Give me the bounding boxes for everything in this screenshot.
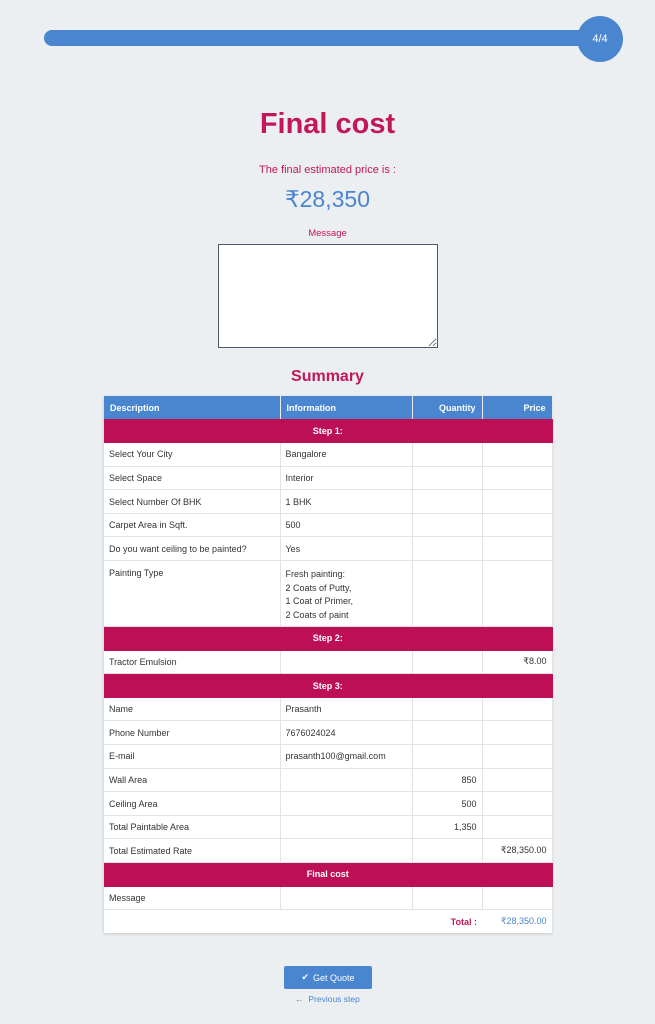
get-quote-label: Get Quote xyxy=(313,972,355,983)
cell-description: Carpet Area in Sqft. xyxy=(104,513,280,537)
cell-information xyxy=(280,561,412,627)
step-3-header xyxy=(104,674,552,698)
cell-information: 500 xyxy=(280,513,412,537)
message-label: Message xyxy=(308,228,347,239)
cell-price xyxy=(482,537,552,561)
cell-price xyxy=(482,721,552,745)
get-quote-button[interactable] xyxy=(284,966,372,989)
cell-quantity xyxy=(412,537,482,561)
summary-table xyxy=(104,396,552,933)
step-label: Step 2: xyxy=(104,627,552,651)
cell-quantity xyxy=(412,513,482,537)
step-2-header xyxy=(104,627,552,651)
cell-quantity xyxy=(412,466,482,490)
painting-line: 2 Coats of paint xyxy=(285,609,349,620)
previous-step-label: Previous step xyxy=(308,994,360,1004)
table-header-row xyxy=(104,396,552,419)
table-row xyxy=(104,721,552,745)
table-row xyxy=(104,443,552,467)
column-header-information: Information xyxy=(280,396,412,419)
cell-description: Name xyxy=(104,697,280,721)
cell-quantity xyxy=(412,839,482,863)
table-row xyxy=(104,839,552,863)
cell-description: E-mail xyxy=(104,745,280,769)
table-row xyxy=(104,490,552,514)
cell-description: Phone Number xyxy=(104,721,280,745)
cell-price xyxy=(482,697,552,721)
table-row xyxy=(104,466,552,490)
cell-price xyxy=(482,745,552,769)
cell-price xyxy=(482,513,552,537)
table-row xyxy=(104,745,552,769)
cell-quantity xyxy=(412,886,482,910)
total-value: ₹28,350.00 xyxy=(482,910,552,934)
table-row xyxy=(104,513,552,537)
cell-quantity: 500 xyxy=(412,792,482,816)
cell-quantity xyxy=(412,721,482,745)
table-row xyxy=(104,561,552,627)
step-label: Step 3: xyxy=(104,674,552,698)
cell-quantity xyxy=(412,443,482,467)
cell-description: Select Number Of BHK xyxy=(104,490,280,514)
cell-price: ₹8.00 xyxy=(482,650,552,674)
cell-description: Ceiling Area xyxy=(104,792,280,816)
cell-quantity xyxy=(412,490,482,514)
arrow-left-icon: ← xyxy=(295,994,304,1004)
previous-step-button[interactable] xyxy=(295,994,360,1004)
cell-price xyxy=(482,886,552,910)
cell-quantity xyxy=(412,650,482,674)
table-row xyxy=(104,815,552,839)
cell-description: Message xyxy=(104,886,280,910)
painting-line: 2 Coats of Putty, xyxy=(285,582,352,593)
table-row xyxy=(104,792,552,816)
cell-information xyxy=(280,650,412,674)
table-row xyxy=(104,537,552,561)
cell-information: 7676024024 xyxy=(280,721,412,745)
cell-price xyxy=(482,443,552,467)
final-price: ₹28,350 xyxy=(285,186,370,212)
column-header-price: Price xyxy=(482,396,552,419)
cell-price xyxy=(482,792,552,816)
cell-information: Yes xyxy=(280,537,412,561)
cell-information: Bangalore xyxy=(280,443,412,467)
table-row xyxy=(104,886,552,910)
cell-price xyxy=(482,815,552,839)
column-header-description: Description xyxy=(104,396,280,419)
price-caption: The final estimated price is : xyxy=(259,164,396,176)
summary-title: Summary xyxy=(291,368,364,385)
step-label: Final cost xyxy=(104,863,552,887)
cell-information: Interior xyxy=(280,466,412,490)
painting-line: 1 Coat of Primer, xyxy=(285,596,354,607)
cell-description: Select Space xyxy=(104,466,280,490)
cell-information: prasanth100@gmail.com xyxy=(280,745,412,769)
cell-description: Tractor Emulsion xyxy=(104,650,280,674)
cell-price xyxy=(482,561,552,627)
cell-information xyxy=(280,815,412,839)
cell-information xyxy=(280,886,412,910)
cell-description: Select Your City xyxy=(104,443,280,467)
table-row xyxy=(104,697,552,721)
cell-quantity xyxy=(412,697,482,721)
cell-information xyxy=(280,768,412,792)
cell-quantity xyxy=(412,561,482,627)
cell-information: Prasanth xyxy=(280,697,412,721)
table-row xyxy=(104,650,552,674)
column-header-quantity: Quantity xyxy=(412,396,482,419)
progress-fill xyxy=(44,30,604,46)
previous-step-link xyxy=(0,994,655,1004)
cell-description: Total Estimated Rate xyxy=(104,839,280,863)
painting-line: Fresh painting: xyxy=(285,569,346,580)
cell-price xyxy=(482,768,552,792)
cell-description: Wall Area xyxy=(104,768,280,792)
page-title: Final cost xyxy=(259,108,396,140)
progress-bar xyxy=(44,30,604,46)
cell-description: Painting Type xyxy=(104,561,280,627)
checkmark-icon: ✔ xyxy=(301,972,309,982)
cell-description: Total Paintable Area xyxy=(104,815,280,839)
cell-quantity: 1,350 xyxy=(412,815,482,839)
table-row xyxy=(104,768,552,792)
final-cost-header xyxy=(104,863,552,887)
cell-information xyxy=(280,792,412,816)
message-textarea[interactable] xyxy=(218,244,438,348)
cell-information xyxy=(280,839,412,863)
cell-quantity: 850 xyxy=(412,768,482,792)
cell-description: Do you want ceiling to be painted? xyxy=(104,537,280,561)
step-label: Step 1: xyxy=(104,419,552,443)
cell-quantity xyxy=(412,745,482,769)
cell-price: ₹28,350.00 xyxy=(482,839,552,863)
total-label: Total : xyxy=(450,916,477,927)
cell-price xyxy=(482,466,552,490)
cell-price xyxy=(482,490,552,514)
progress-step-badge: 4/4 xyxy=(577,16,623,62)
total-row xyxy=(104,910,552,934)
step-1-header xyxy=(104,419,552,443)
cell-information: 1 BHK xyxy=(280,490,412,514)
